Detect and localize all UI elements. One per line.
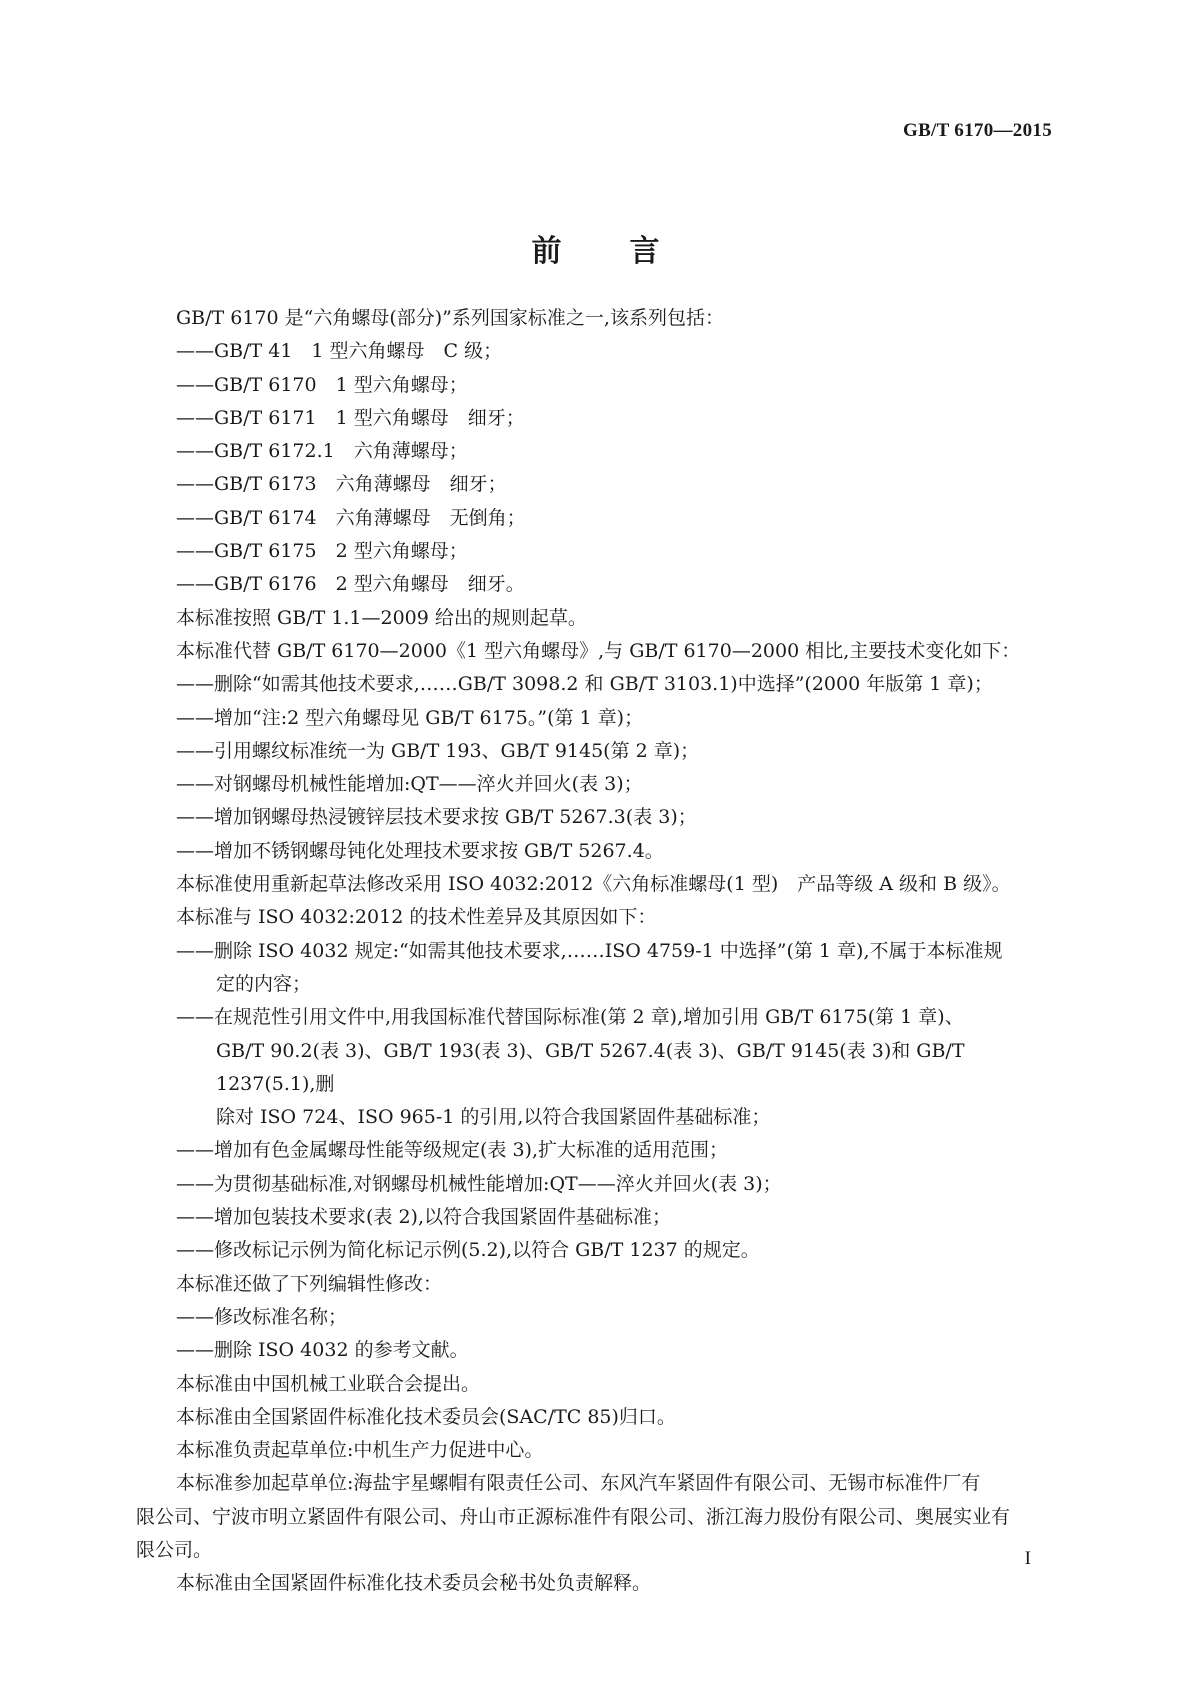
list-item: ——在规范性引用文件中,用我国标准代替国际标准(第 2 章),增加引用 GB/T 6175(第 1 章)、 xyxy=(176,1006,964,1029)
foreword-body xyxy=(136,302,1060,1601)
paragraph: 本标准由全国紧固件标准化技术委员会秘书处负责解释。 xyxy=(176,1572,652,1595)
paragraph: GB/T 6170 是“六角螺母(部分)”系列国家标准之一,该系列包括： xyxy=(176,307,724,329)
title-char-1: 前 xyxy=(531,234,562,269)
list-item: ——修改标记示例为简化标记示例(5.2),以符合 GB/T 1237 的规定。 xyxy=(176,1239,760,1262)
paragraph: 本标准还做了下列编辑性修改： xyxy=(176,1272,443,1295)
paragraph: 本标准与 ISO 4032:2012 的技术性差异及其原因如下： xyxy=(176,906,657,929)
paragraph: 本标准参加起草单位:海盐宇星螺帽有限责任公司、东风汽车紧固件有限公司、无锡市标准件厂有 xyxy=(176,1472,981,1495)
page-title xyxy=(0,226,1191,270)
list-item: ——GB/T 6176 2 型六角螺母 细牙。 xyxy=(176,573,525,596)
list-item-continuation: 定的内容； xyxy=(216,972,312,995)
list-item: ——增加有色金属螺母性能等级规定(表 3),扩大标准的适用范围； xyxy=(176,1139,728,1162)
list-item: ——增加钢螺母热浸镀锌层技术要求按 GB/T 5267.3(表 3)； xyxy=(176,806,697,829)
list-item: ——GB/T 6174 六角薄螺母 无倒角； xyxy=(176,506,526,529)
list-item: ——GB/T 6173 六角薄螺母 细牙； xyxy=(176,473,507,496)
paragraph: 本标准按照 GB/T 1.1—2009 给出的规则起草。 xyxy=(176,606,587,629)
paragraph: 本标准代替 GB/T 6170—2000《1 型六角螺母》,与 GB/T 6170—2000 相比,主要技术变化如下： xyxy=(176,639,1021,662)
standard-code: GB/T 6170—2015 xyxy=(902,120,1052,141)
list-item: ——增加“注:2 型六角螺母见 GB/T 6175。”(第 1 章)； xyxy=(176,706,644,729)
list-item: ——增加不锈钢螺母钝化处理技术要求按 GB/T 5267.4。 xyxy=(176,839,664,862)
paragraph: 本标准由中国机械工业联合会提出。 xyxy=(176,1372,481,1395)
list-item: ——为贯彻基础标准,对钢螺母机械性能增加:QT——淬火并回火(表 3)； xyxy=(176,1172,782,1195)
paragraph: 本标准使用重新起草法修改采用 ISO 4032:2012《六角标准螺母(1 型) 产品等级 A 级和 B 级》。 xyxy=(176,873,1011,896)
list-item: ——GB/T 6175 2 型六角螺母； xyxy=(176,540,468,563)
list-item: ——删除 ISO 4032 的参考文献。 xyxy=(176,1339,469,1362)
list-item: ——引用螺纹标准统一为 GB/T 193、GB/T 9145(第 2 章)； xyxy=(176,739,700,762)
list-item: ——对钢螺母机械性能增加:QT——淬火并回火(表 3)； xyxy=(176,773,643,796)
list-item: ——GB/T 6170 1 型六角螺母； xyxy=(176,373,468,396)
list-item: ——增加包装技术要求(表 2),以符合我国紧固件基础标准； xyxy=(176,1206,671,1229)
list-item-continuation: 除对 ISO 724、ISO 965-1 的引用,以符合我国紧固件基础标准； xyxy=(216,1106,771,1129)
paragraph-continuation: 限公司、宁波市明立紧固件有限公司、舟山市正源标准件有限公司、浙江海力股份有限公司、奥展实业有 xyxy=(136,1505,1011,1528)
page-number: I xyxy=(1024,1548,1031,1569)
list-item-continuation: GB/T 90.2(表 3)、GB/T 193(表 3)、GB/T 5267.4(表 3)、GB/T 9145(表 3)和 GB/T 1237(5.1),删 xyxy=(216,1039,965,1095)
paragraph: 本标准由全国紧固件标准化技术委员会(SAC/TC 85)归口。 xyxy=(176,1405,676,1428)
list-item: ——GB/T 6171 1 型六角螺母 细牙； xyxy=(176,406,525,429)
list-item: ——GB/T 41 1 型六角螺母 C 级； xyxy=(176,340,503,363)
list-item: ——GB/T 6172.1 六角薄螺母； xyxy=(176,440,468,463)
title-char-2: 言 xyxy=(629,234,660,269)
list-item: ——修改标准名称； xyxy=(176,1305,348,1328)
list-item: ——删除“如需其他技术要求,……GB/T 3098.2 和 GB/T 3103.1)中选择”(2000 年版第 1 章)； xyxy=(176,673,993,696)
list-item: ——删除 ISO 4032 规定:“如需其他技术要求,……ISO 4759-1 中选择”(第 1 章),不属于本标准规 xyxy=(176,939,1003,962)
paragraph-continuation: 限公司。 xyxy=(136,1538,213,1561)
paragraph: 本标准负责起草单位:中机生产力促进中心。 xyxy=(176,1439,544,1462)
